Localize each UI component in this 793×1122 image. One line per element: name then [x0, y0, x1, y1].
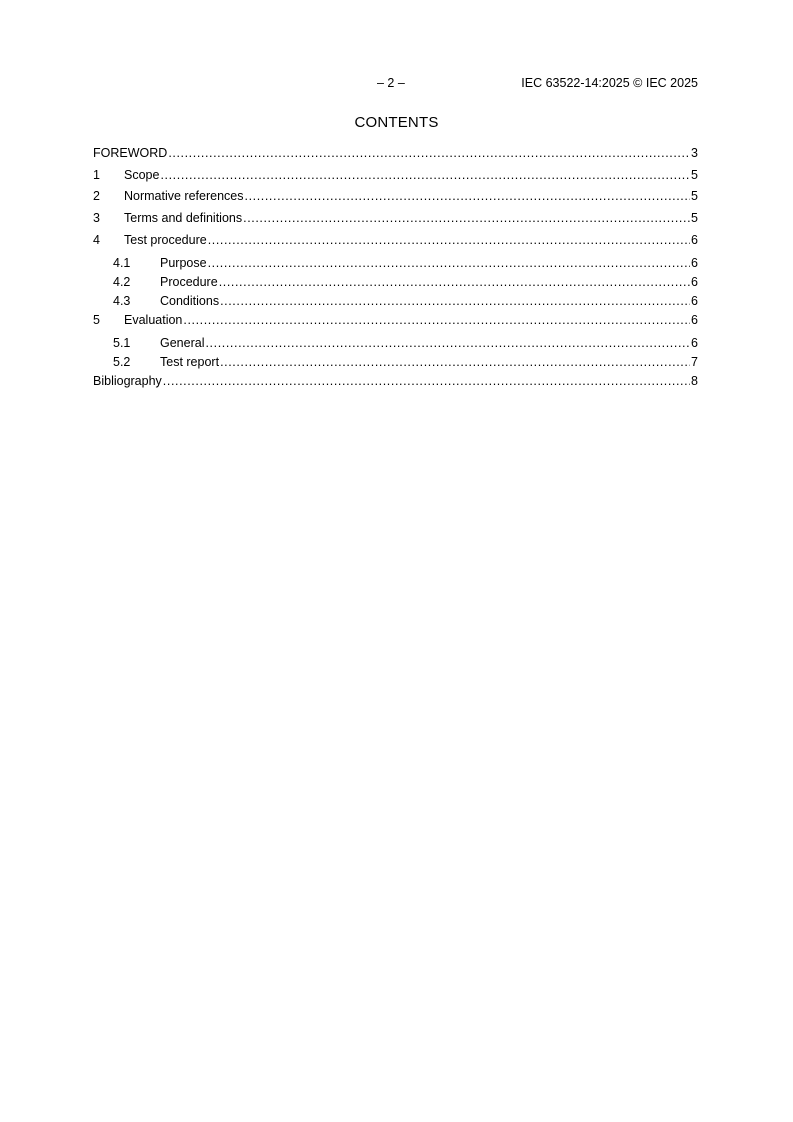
- toc-entry-general[interactable]: [93, 335, 698, 351]
- toc-label: Normative references: [124, 189, 244, 203]
- toc-leader-dots: [220, 293, 690, 309]
- toc-page: 5: [691, 211, 698, 225]
- toc-leader-dots: [160, 167, 690, 183]
- toc-label: Test procedure: [124, 233, 207, 247]
- toc-entry-scope[interactable]: [93, 167, 698, 183]
- toc-label: Conditions: [160, 294, 220, 308]
- toc-number: 4.3: [113, 294, 131, 308]
- toc-page: 3: [691, 146, 698, 160]
- toc-leader-dots: [163, 373, 690, 389]
- toc-page: 5: [691, 189, 698, 203]
- toc-label: Scope: [124, 168, 160, 182]
- toc-entry-foreword[interactable]: [93, 145, 698, 161]
- toc-number: 5.2: [113, 355, 131, 369]
- toc-leader-dots: [243, 210, 690, 226]
- standard-designation: IEC 63522-14:2025 © IEC 2025: [521, 76, 698, 90]
- toc-number: 2: [93, 189, 100, 203]
- toc-entry-evaluation[interactable]: [93, 312, 698, 328]
- toc-number: 4: [93, 233, 100, 247]
- toc-leader-dots: [205, 335, 690, 351]
- toc-label: Terms and definitions: [124, 211, 243, 225]
- toc-entry-procedure[interactable]: [93, 274, 698, 290]
- toc-page: 7: [691, 355, 698, 369]
- toc-number: 5.1: [113, 336, 131, 350]
- toc-page: 6: [691, 313, 698, 327]
- toc-number: 5: [93, 313, 100, 327]
- toc-page: 6: [691, 256, 698, 270]
- toc-entry-conditions[interactable]: [93, 293, 698, 309]
- toc-leader-dots: [168, 145, 690, 161]
- toc-page: 6: [691, 233, 698, 247]
- toc-number: 4.2: [113, 275, 131, 289]
- toc-leader-dots: [183, 312, 690, 328]
- toc-label: Test report: [160, 355, 220, 369]
- page-number: – 2 –: [377, 76, 405, 90]
- toc-page: 6: [691, 275, 698, 289]
- toc-leader-dots: [208, 255, 690, 271]
- toc-label: Bibliography: [93, 374, 162, 388]
- toc-label: FOREWORD: [93, 146, 168, 160]
- toc-entry-purpose[interactable]: [93, 255, 698, 271]
- toc-page: 6: [691, 294, 698, 308]
- toc-page: 6: [691, 336, 698, 350]
- contents-title: CONTENTS: [354, 114, 439, 131]
- toc-entry-normative-references[interactable]: [93, 188, 698, 204]
- toc-entry-test-procedure[interactable]: [93, 232, 698, 248]
- toc-number: 1: [93, 168, 100, 182]
- toc-page: 5: [691, 168, 698, 182]
- toc-label: Purpose: [160, 256, 207, 270]
- toc-number: 3: [93, 211, 100, 225]
- toc-label: Procedure: [160, 275, 218, 289]
- toc-entry-terms-and-definitions[interactable]: [93, 210, 698, 226]
- toc-label: Evaluation: [124, 313, 183, 327]
- toc-entry-bibliography[interactable]: [93, 373, 698, 389]
- toc-leader-dots: [219, 274, 690, 290]
- toc-label: General: [160, 336, 205, 350]
- toc-leader-dots: [245, 188, 691, 204]
- toc-entry-test-report[interactable]: [93, 354, 698, 370]
- toc-leader-dots: [220, 354, 690, 370]
- toc-leader-dots: [208, 232, 690, 248]
- toc-page: 8: [691, 374, 698, 388]
- toc-number: 4.1: [113, 256, 131, 270]
